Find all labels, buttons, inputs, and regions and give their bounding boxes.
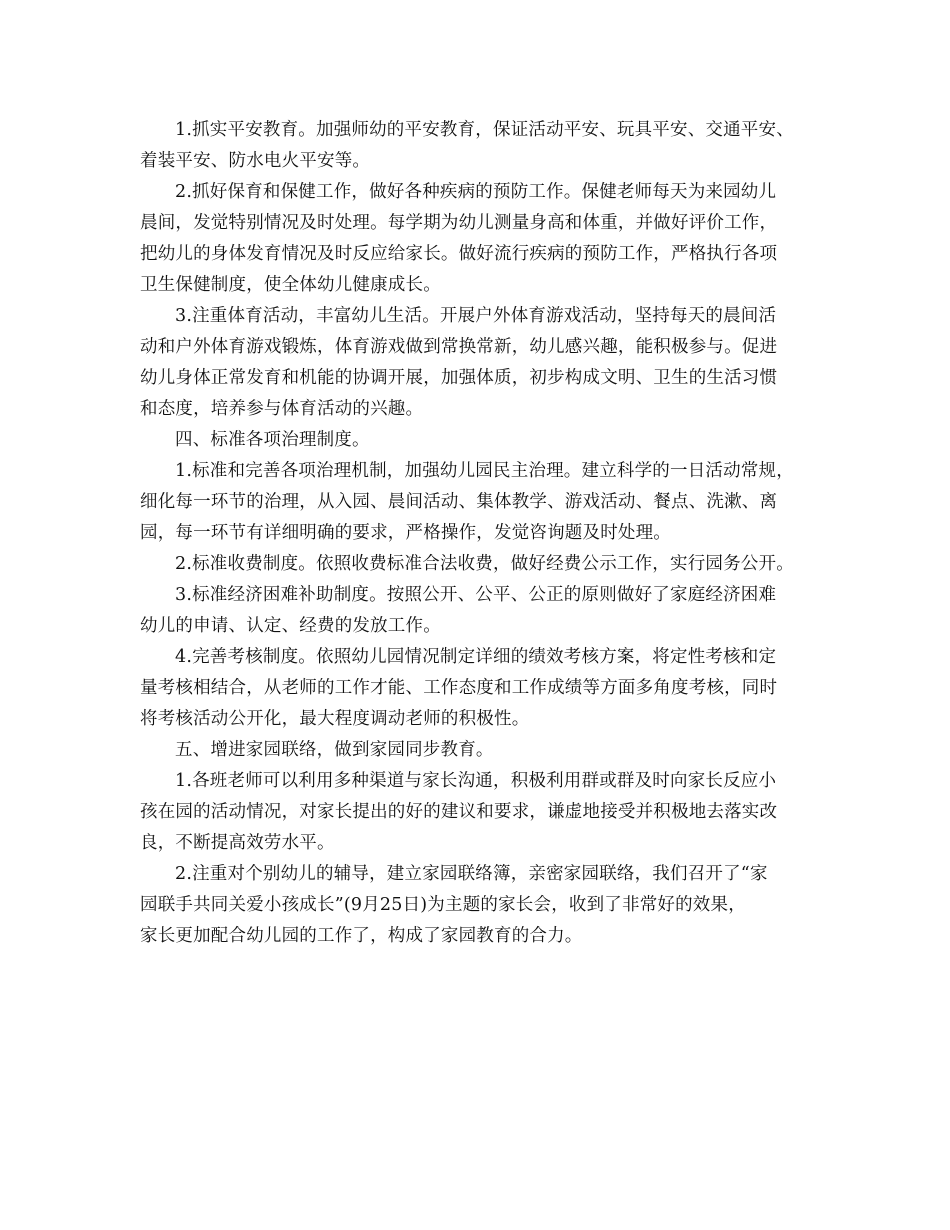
paragraph xyxy=(140,115,830,177)
paragraph-line: 园联手共同关爱小孩成长”(9月25日)为主题的家长会，收到了非常好的效果， xyxy=(140,895,746,915)
paragraph-line: 将考核活动公开化，最大程度调动老师的积极性。 xyxy=(140,709,530,729)
paragraph-line: 幼儿的申请、认定、经费的发放工作。 xyxy=(140,616,441,636)
paragraph-line: 五、增进家园联络，做到家园同步教育。 xyxy=(175,740,494,760)
document-body xyxy=(140,115,830,952)
paragraph-line: 把幼儿的身体发育情况及时反应给家长。做好流行疾病的预防工作，严格执行各项 xyxy=(140,244,778,264)
paragraph-line: 孩在园的活动情况，对家长提出的好的建议和要求，谦虚地接受并积极地去落实改 xyxy=(140,802,778,822)
paragraph xyxy=(140,549,830,580)
paragraph-line: 动和户外体育游戏锻炼，体育游戏做到常换常新，幼儿感兴趣，能积极参与。促进 xyxy=(140,337,778,357)
paragraph-line: 卫生保健制度，使全体幼儿健康成长。 xyxy=(140,275,441,295)
paragraph-line: 1.标准和完善各项治理机制，加强幼儿园民主治理。建立科学的一日活动常规， xyxy=(175,461,794,481)
paragraph-line: 2.抓好保育和保健工作，做好各种疾病的预防工作。保健老师每天为来园幼儿 xyxy=(175,182,777,202)
paragraph-line: 园，每一环节有详细明确的要求，严格操作，发觉咨询题及时处理。 xyxy=(140,523,671,543)
paragraph-line: 和态度，培养参与体育活动的兴趣。 xyxy=(140,399,424,419)
paragraph xyxy=(140,177,830,301)
paragraph xyxy=(140,766,830,859)
paragraph xyxy=(140,580,830,642)
paragraph-line: 量考核相结合，从老师的工作才能、工作态度和工作成绩等方面多角度考核，同时 xyxy=(140,678,778,698)
paragraph-line: 1.抓实平安教育。加强师幼的平安教育，保证活动平安、玩具平安、交通平安、 xyxy=(175,120,794,140)
paragraph xyxy=(140,301,830,425)
paragraph-line: 1.各班老师可以利用多种渠道与家长沟通，积极利用群或群及时向家长反应小 xyxy=(175,771,777,791)
paragraph xyxy=(140,859,830,952)
paragraph-line: 幼儿身体正常发育和机能的协调开展，加强体质，初步构成文明、卫生的生活习惯 xyxy=(140,368,778,388)
paragraph-line: 四、标准各项治理制度。 xyxy=(175,430,370,450)
paragraph-line: 2.注重对个别幼儿的辅导，建立家园联络簿，亲密家园联络，我们召开了“家 xyxy=(175,864,768,884)
paragraph-line: 3.标准经济困难补助制度。按照公开、公平、公正的原则做好了家庭经济困难 xyxy=(175,585,777,605)
paragraph xyxy=(140,642,830,735)
paragraph-line: 良，不断提高效劳水平。 xyxy=(140,833,335,853)
paragraph xyxy=(140,456,830,549)
paragraph-line: 家长更加配合幼儿园的工作了，构成了家园教育的合力。 xyxy=(140,926,583,946)
paragraph-line: 4.完善考核制度。依照幼儿园情况制定详细的绩效考核方案，将定性考核和定 xyxy=(175,647,777,667)
paragraph-line: 着装平安、防水电火平安等。 xyxy=(140,151,371,171)
paragraph xyxy=(140,425,830,456)
paragraph-line: 3.注重体育活动，丰富幼儿生活。开展户外体育游戏活动，坚持每天的晨间活 xyxy=(175,306,777,326)
paragraph-line: 2.标准收费制度。依照收费标准合法收费，做好经费公示工作，实行园务公开。 xyxy=(175,554,794,574)
paragraph-line: 晨间，发觉特别情况及时处理。每学期为幼儿测量身高和体重，并做好评价工作， xyxy=(140,213,778,233)
paragraph-line: 细化每一环节的治理，从入园、晨间活动、集体教学、游戏活动、餐点、洗漱、离 xyxy=(140,492,778,512)
paragraph xyxy=(140,735,830,766)
